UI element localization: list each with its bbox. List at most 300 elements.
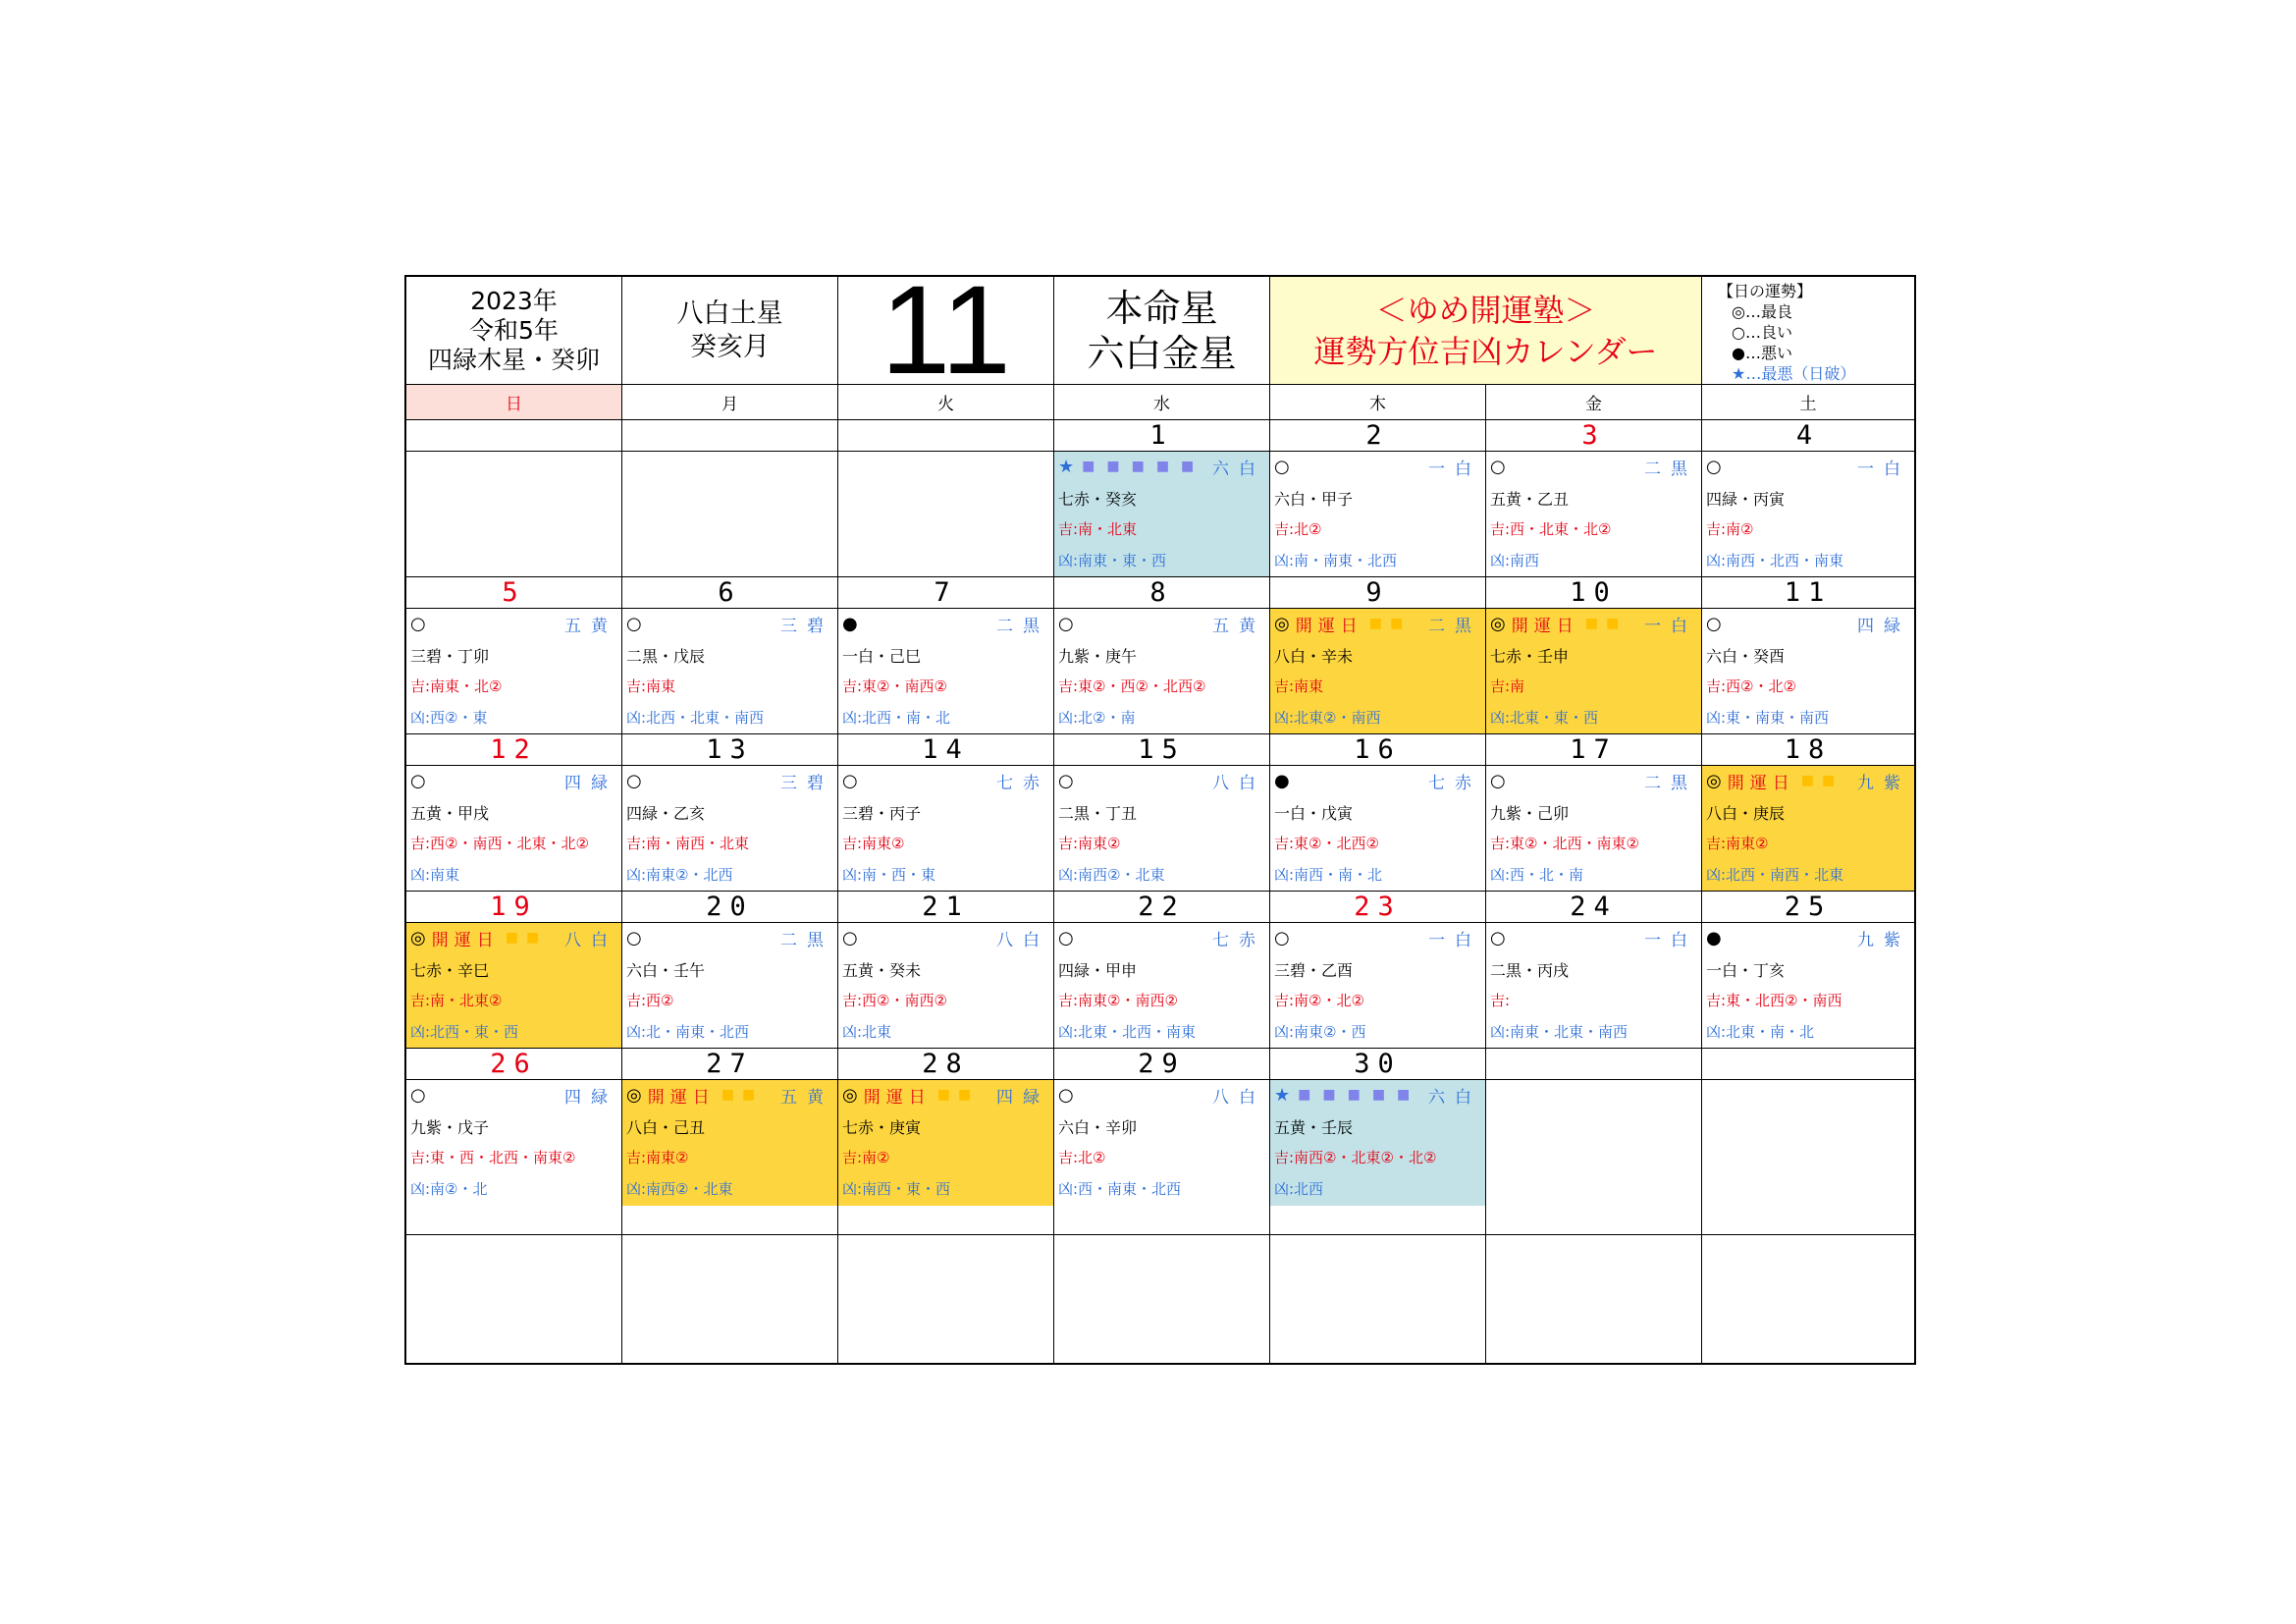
fortune-mark: ○ bbox=[1706, 456, 1722, 477]
empty-cell bbox=[1486, 1235, 1702, 1363]
day-kyusei: 七赤 bbox=[1428, 773, 1481, 793]
date-number bbox=[1702, 1049, 1914, 1080]
date-number: 3 bbox=[1486, 420, 1702, 452]
fortune-mark: ○ bbox=[1058, 770, 1074, 791]
empty-day-cell bbox=[1702, 1080, 1914, 1206]
day-kanshi: 四緑・丙寅 bbox=[1706, 490, 1786, 509]
title-line2: 運勢方位吉凶カレンダー bbox=[1313, 332, 1658, 370]
fortune-mark: ○ bbox=[626, 927, 642, 948]
day-kyo: 凶:東・南東・南西 bbox=[1706, 709, 1830, 727]
day-fortune-line bbox=[626, 613, 833, 634]
calendar-header bbox=[406, 277, 1914, 385]
date-number: 10 bbox=[1486, 577, 1702, 609]
date-number: 28 bbox=[838, 1049, 1054, 1080]
empty-day-cell bbox=[838, 452, 1054, 577]
day-cell bbox=[1270, 452, 1486, 577]
empty-cell bbox=[838, 1235, 1054, 1363]
day-cell bbox=[838, 766, 1054, 892]
day-kanshi: 三碧・丙子 bbox=[842, 804, 922, 823]
date-number: 19 bbox=[406, 892, 622, 923]
date-number: 7 bbox=[838, 577, 1054, 609]
weekday-thu: 木 bbox=[1270, 385, 1486, 420]
day-cell bbox=[1054, 923, 1270, 1049]
day-fortune-line bbox=[1706, 613, 1910, 634]
date-number: 20 bbox=[622, 892, 838, 923]
hasatsu-squares: ■■■■■ bbox=[1298, 1087, 1422, 1103]
empty-cell bbox=[1270, 1235, 1486, 1363]
day-cell bbox=[406, 766, 622, 892]
day-kanshi: 五黄・甲戌 bbox=[410, 804, 490, 823]
fortune-mark: ● bbox=[1274, 770, 1290, 791]
day-kyo: 凶:南東・東・西 bbox=[1058, 552, 1167, 569]
fortune-mark: ◎ bbox=[626, 1084, 642, 1106]
empty-content-row bbox=[406, 1235, 1914, 1363]
month-kanshi: 癸亥月 bbox=[690, 331, 770, 362]
day-cell bbox=[622, 766, 838, 892]
day-fortune-line bbox=[842, 613, 1049, 634]
day-kichi: 吉:南西②・北東②・北② bbox=[1274, 1149, 1437, 1166]
day-kyusei: 一白 bbox=[1428, 459, 1481, 479]
fortune-mark: ● bbox=[1706, 927, 1722, 948]
date-number: 26 bbox=[406, 1049, 622, 1080]
day-kyusei: 二黒 bbox=[1428, 616, 1481, 636]
empty-day-cell bbox=[622, 452, 838, 577]
day-fortune-line bbox=[1274, 1084, 1481, 1106]
day-fortune-line bbox=[410, 613, 617, 634]
fortune-mark: ○ bbox=[410, 770, 426, 791]
day-kyusei: 五黄 bbox=[564, 616, 617, 636]
day-fortune-line bbox=[1706, 927, 1910, 948]
hasatsu-squares: ■■■■■ bbox=[1082, 459, 1206, 474]
day-kyo: 凶:南西・北西・南東 bbox=[1706, 552, 1844, 569]
day-kichi: 吉:東②・北西② bbox=[1274, 835, 1379, 852]
date-number: 21 bbox=[838, 892, 1054, 923]
day-kyusei: 一白 bbox=[1644, 616, 1697, 636]
empty-day-cell bbox=[1486, 1080, 1702, 1206]
day-kyo: 凶:北・南東・北西 bbox=[626, 1023, 750, 1041]
day-kichi: 吉:南② bbox=[842, 1149, 890, 1166]
day-kyusei: 九紫 bbox=[1857, 930, 1910, 950]
day-kanshi: 六白・甲子 bbox=[1274, 490, 1354, 509]
weekday-sat: 土 bbox=[1702, 385, 1914, 420]
day-kichi: 吉:南東 bbox=[626, 677, 676, 695]
day-kichi: 吉:南東② bbox=[1058, 835, 1121, 852]
legend-worst: ★…最悪（日破） bbox=[1732, 364, 1856, 383]
day-cell bbox=[1702, 766, 1914, 892]
kaiun-label: 開運日 bbox=[863, 1087, 932, 1108]
fortune-mark: ○ bbox=[1274, 927, 1290, 948]
day-kyo: 凶:南東 bbox=[410, 866, 460, 884]
day-kichi: 吉:南東② bbox=[626, 1149, 689, 1166]
weekday-row bbox=[406, 385, 1914, 420]
fortune-mark: ○ bbox=[1274, 456, 1290, 477]
day-kyusei: 八白 bbox=[996, 930, 1049, 950]
empty-cell bbox=[1702, 1206, 1914, 1235]
kaiun-label: 開運日 bbox=[1295, 616, 1363, 636]
date-number: 27 bbox=[622, 1049, 838, 1080]
day-cell bbox=[1054, 452, 1270, 577]
title-line1: ＜ゆめ開運塾＞ bbox=[1375, 291, 1596, 329]
day-kanshi: 五黄・乙丑 bbox=[1490, 490, 1570, 509]
day-kyo: 凶:北東②・南西 bbox=[1274, 709, 1381, 727]
date-row bbox=[406, 734, 1914, 766]
date-number: 8 bbox=[1054, 577, 1270, 609]
day-fortune-line bbox=[1490, 770, 1697, 791]
day-fortune-line bbox=[1058, 770, 1265, 791]
date-number: 30 bbox=[1270, 1049, 1486, 1080]
day-kichi: 吉:南東 bbox=[1274, 677, 1324, 695]
day-kyusei: 六白 bbox=[1212, 459, 1265, 479]
day-fortune-line bbox=[842, 927, 1049, 948]
day-kyusei: 七赤 bbox=[996, 773, 1049, 793]
empty-cell bbox=[622, 1206, 838, 1235]
day-kyusei: 二黒 bbox=[780, 930, 833, 950]
day-kyo: 凶:北西・南西・北東 bbox=[1706, 866, 1844, 884]
day-fortune-line bbox=[842, 1084, 1049, 1106]
date-number: 9 bbox=[1270, 577, 1486, 609]
day-kanshi: 四緑・乙亥 bbox=[626, 804, 706, 823]
day-fortune-line bbox=[1058, 456, 1265, 477]
day-fortune-line bbox=[1274, 770, 1481, 791]
date-number: 5 bbox=[406, 577, 622, 609]
day-kyo: 凶:北西・東・西 bbox=[410, 1023, 519, 1041]
empty-cell bbox=[406, 1235, 622, 1363]
day-kichi: 吉:東②・西②・北西② bbox=[1058, 677, 1206, 695]
kaiun-label: 開運日 bbox=[431, 930, 500, 950]
empty-cell bbox=[1702, 1235, 1914, 1363]
fortune-mark: ○ bbox=[842, 927, 858, 948]
weekday-mon: 月 bbox=[622, 385, 838, 420]
day-kyusei: 五黄 bbox=[1212, 616, 1265, 636]
day-cell bbox=[1270, 766, 1486, 892]
day-cell bbox=[1270, 609, 1486, 734]
date-number: 15 bbox=[1054, 734, 1270, 766]
content-row bbox=[406, 452, 1914, 577]
day-kyo: 凶:北東 bbox=[842, 1023, 892, 1041]
date-number: 4 bbox=[1702, 420, 1914, 452]
day-kanshi: 五黄・癸未 bbox=[842, 961, 922, 980]
day-cell bbox=[1702, 609, 1914, 734]
day-kyusei: 二黒 bbox=[1644, 773, 1697, 793]
fortune-mark: ○ bbox=[1058, 1084, 1074, 1106]
day-kichi: 吉:東・西・北西・南東② bbox=[410, 1149, 576, 1166]
day-kanshi: 二黒・戊辰 bbox=[626, 647, 706, 666]
date-row bbox=[406, 892, 1914, 923]
day-kyusei: 八白 bbox=[564, 930, 617, 950]
date-number bbox=[406, 420, 622, 452]
date-number: 6 bbox=[622, 577, 838, 609]
day-kyusei: 六白 bbox=[1428, 1087, 1481, 1108]
empty-cell bbox=[406, 1206, 622, 1235]
day-kichi: 吉:南 bbox=[1490, 677, 1525, 695]
day-kyusei: 七赤 bbox=[1212, 930, 1265, 950]
day-fortune-line bbox=[410, 770, 617, 791]
honmei-label: 本命星 bbox=[1105, 286, 1218, 330]
fortune-mark: ○ bbox=[1490, 456, 1506, 477]
fortune-mark: ○ bbox=[842, 770, 858, 791]
era-label: 令和5年 bbox=[469, 315, 559, 345]
day-cell bbox=[1702, 923, 1914, 1049]
day-kyo: 凶:南西・南・北 bbox=[1274, 866, 1383, 884]
day-cell bbox=[1270, 1080, 1486, 1206]
day-kyo: 凶:北西 bbox=[1274, 1180, 1324, 1198]
date-number: 16 bbox=[1270, 734, 1486, 766]
day-kichi: 吉:南東② bbox=[1706, 835, 1769, 852]
weeks-container bbox=[406, 420, 1914, 1206]
day-kyusei: 五黄 bbox=[780, 1087, 833, 1108]
day-kichi: 吉:西② bbox=[626, 992, 674, 1009]
day-cell bbox=[1054, 766, 1270, 892]
fortune-mark: ○ bbox=[1490, 770, 1506, 791]
day-kanshi: 六白・壬午 bbox=[626, 961, 706, 980]
day-fortune-line bbox=[1274, 613, 1481, 634]
date-number: 13 bbox=[622, 734, 838, 766]
date-number: 11 bbox=[1702, 577, 1914, 609]
date-row bbox=[406, 577, 1914, 609]
day-kanshi: 八白・庚辰 bbox=[1706, 804, 1786, 823]
day-kanshi: 五黄・壬辰 bbox=[1274, 1118, 1354, 1137]
day-kichi: 吉:南東②・南西② bbox=[1058, 992, 1178, 1009]
legend-bad: ●…悪い bbox=[1732, 344, 1792, 362]
day-kichi: 吉:南②・北② bbox=[1274, 992, 1364, 1009]
day-kyusei: 四緑 bbox=[1857, 616, 1910, 636]
day-kyo: 凶:西②・東 bbox=[410, 709, 488, 727]
day-kyo: 凶:南西・東・西 bbox=[842, 1180, 951, 1198]
day-kichi: 吉:南・南西・北東 bbox=[626, 835, 750, 852]
content-row bbox=[406, 766, 1914, 892]
day-cell bbox=[1270, 923, 1486, 1049]
day-kichi: 吉:東②・北西・南東② bbox=[1490, 835, 1639, 852]
day-kanshi: 八白・辛未 bbox=[1274, 647, 1354, 666]
fortune-mark: ◎ bbox=[1274, 613, 1290, 634]
content-row bbox=[406, 1080, 1914, 1206]
legend-best: ◎…最良 bbox=[1732, 302, 1792, 321]
day-cell bbox=[406, 609, 622, 734]
day-kanshi: 一白・己巳 bbox=[842, 647, 922, 666]
day-kyusei: 二黒 bbox=[996, 616, 1049, 636]
kaiun-squares: ■■ bbox=[721, 1087, 764, 1103]
empty-cell bbox=[1054, 1206, 1270, 1235]
day-kichi: 吉:北② bbox=[1058, 1149, 1106, 1166]
kaiun-squares: ■■ bbox=[505, 930, 548, 946]
day-kyusei: 一白 bbox=[1428, 930, 1481, 950]
day-kanshi: 七赤・壬申 bbox=[1490, 647, 1570, 666]
date-number: 17 bbox=[1486, 734, 1702, 766]
day-kanshi: 九紫・己卯 bbox=[1490, 804, 1570, 823]
day-kyusei: 一白 bbox=[1857, 459, 1910, 479]
day-fortune-line bbox=[1274, 456, 1481, 477]
day-fortune-line bbox=[410, 927, 617, 948]
day-kyo: 凶:北西・北東・南西 bbox=[626, 709, 765, 727]
day-kanshi: 一白・丁亥 bbox=[1706, 961, 1786, 980]
fortune-mark: ○ bbox=[626, 770, 642, 791]
day-kyusei: 八白 bbox=[1212, 1087, 1265, 1108]
empty-cell bbox=[838, 1206, 1054, 1235]
day-kanshi: 六白・癸酉 bbox=[1706, 647, 1786, 666]
day-fortune-line bbox=[626, 927, 833, 948]
day-cell bbox=[1486, 609, 1702, 734]
date-number: 14 bbox=[838, 734, 1054, 766]
day-kanshi: 二黒・丁丑 bbox=[1058, 804, 1138, 823]
day-cell bbox=[1486, 452, 1702, 577]
day-fortune-line bbox=[410, 1084, 617, 1106]
day-fortune-line bbox=[1058, 1084, 1265, 1106]
legend-good: ○…良い bbox=[1732, 323, 1792, 342]
empty-date-row bbox=[406, 1206, 1914, 1235]
legend bbox=[1702, 277, 1914, 385]
day-kanshi: 一白・戊寅 bbox=[1274, 804, 1354, 823]
day-kyusei: 二黒 bbox=[1644, 459, 1697, 479]
empty-cell bbox=[1054, 1235, 1270, 1363]
day-kichi: 吉:西②・北② bbox=[1706, 677, 1796, 695]
day-kyo: 凶:西・南東・北西 bbox=[1058, 1180, 1182, 1198]
day-kyo: 凶:南東②・北西 bbox=[626, 866, 733, 884]
day-cell bbox=[1054, 1080, 1270, 1206]
day-fortune-line bbox=[1490, 927, 1697, 948]
content-row bbox=[406, 923, 1914, 1049]
day-kanshi: 七赤・癸亥 bbox=[1058, 490, 1138, 509]
day-kyusei: 三碧 bbox=[780, 616, 833, 636]
month-number-cell bbox=[838, 277, 1054, 385]
day-fortune-line bbox=[1706, 770, 1910, 791]
day-kyusei: 九紫 bbox=[1857, 773, 1910, 793]
month-star-info bbox=[622, 277, 838, 385]
day-kichi: 吉:東・北西②・南西 bbox=[1706, 992, 1842, 1009]
day-kyo: 凶:南東・北東・南西 bbox=[1490, 1023, 1629, 1041]
day-kichi: 吉: bbox=[1490, 992, 1511, 1009]
content-row bbox=[406, 609, 1914, 734]
fortune-mark: ★ bbox=[1274, 1084, 1291, 1106]
day-kanshi: 三碧・乙酉 bbox=[1274, 961, 1354, 980]
fortune-mark: ◎ bbox=[410, 927, 426, 948]
date-number bbox=[622, 420, 838, 452]
day-fortune-line bbox=[1490, 613, 1697, 634]
day-kyo: 凶:西・北・南 bbox=[1490, 866, 1584, 884]
date-number: 29 bbox=[1054, 1049, 1270, 1080]
kaiun-label: 開運日 bbox=[1511, 616, 1579, 636]
fortune-mark: ● bbox=[842, 613, 858, 634]
day-cell bbox=[622, 923, 838, 1049]
date-number: 1 bbox=[1054, 420, 1270, 452]
day-kyo: 凶:南西 bbox=[1490, 552, 1540, 569]
fortune-mark: ★ bbox=[1058, 456, 1075, 477]
day-kyusei: 四緑 bbox=[564, 1087, 617, 1108]
day-kanshi: 九紫・戊子 bbox=[410, 1118, 490, 1137]
day-kanshi: 七赤・庚寅 bbox=[842, 1118, 922, 1137]
empty-cell bbox=[1270, 1206, 1486, 1235]
calendar bbox=[404, 275, 1916, 1365]
day-cell bbox=[1486, 923, 1702, 1049]
kaiun-label: 開運日 bbox=[1727, 773, 1795, 793]
day-cell bbox=[838, 923, 1054, 1049]
day-cell bbox=[406, 1080, 622, 1206]
day-cell bbox=[406, 923, 622, 1049]
fortune-mark: ○ bbox=[1706, 613, 1722, 634]
kaiun-squares: ■■ bbox=[1584, 616, 1628, 631]
day-kichi: 吉:南東・北② bbox=[410, 677, 503, 695]
month-number: 11 bbox=[881, 277, 1011, 385]
day-kanshi: 二黒・丙戌 bbox=[1490, 961, 1570, 980]
day-kyo: 凶:南東②・西 bbox=[1274, 1023, 1366, 1041]
day-kichi: 吉:西②・南西② bbox=[842, 992, 947, 1009]
day-kanshi: 三碧・丁卯 bbox=[410, 647, 490, 666]
kaiun-squares: ■■ bbox=[936, 1087, 980, 1103]
weekday-wed: 水 bbox=[1054, 385, 1270, 420]
fortune-mark: ○ bbox=[1058, 927, 1074, 948]
day-fortune-line bbox=[1274, 927, 1481, 948]
day-kyusei: 三碧 bbox=[780, 773, 833, 793]
fortune-mark: ○ bbox=[410, 1084, 426, 1106]
kaiun-squares: ■■ bbox=[1368, 616, 1412, 631]
day-kichi: 吉:西・北東・北② bbox=[1490, 520, 1612, 538]
date-row bbox=[406, 1049, 1914, 1080]
day-fortune-line bbox=[626, 770, 833, 791]
fortune-mark: ◎ bbox=[1706, 770, 1722, 791]
honmei-info bbox=[1054, 277, 1270, 385]
fortune-mark: ○ bbox=[1490, 927, 1506, 948]
day-kyo: 凶:北西・南・北 bbox=[842, 709, 951, 727]
day-kyo: 凶:南②・北 bbox=[410, 1180, 488, 1198]
day-kyusei: 四緑 bbox=[564, 773, 617, 793]
date-number: 2 bbox=[1270, 420, 1486, 452]
day-kyusei: 八白 bbox=[1212, 773, 1265, 793]
day-kyo: 凶:南西②・北東 bbox=[626, 1180, 733, 1198]
year-label: 2023年 bbox=[470, 286, 558, 315]
day-kanshi: 七赤・辛巳 bbox=[410, 961, 490, 980]
day-kanshi: 六白・辛卯 bbox=[1058, 1118, 1138, 1137]
day-kanshi: 四緑・甲申 bbox=[1058, 961, 1138, 980]
day-cell bbox=[838, 609, 1054, 734]
date-number: 22 bbox=[1054, 892, 1270, 923]
date-number bbox=[1486, 1049, 1702, 1080]
day-kyo: 凶:北②・南 bbox=[1058, 709, 1136, 727]
day-kichi: 吉:南② bbox=[1706, 520, 1754, 538]
day-kichi: 吉:南・北東② bbox=[410, 992, 503, 1009]
fortune-mark: ○ bbox=[626, 613, 642, 634]
year-info bbox=[406, 277, 622, 385]
date-number: 18 bbox=[1702, 734, 1914, 766]
date-number: 25 bbox=[1702, 892, 1914, 923]
day-kyo: 凶:南・南東・北西 bbox=[1274, 552, 1398, 569]
weekday-tue: 火 bbox=[838, 385, 1054, 420]
empty-day-cell bbox=[406, 452, 622, 577]
weekday-sun: 日 bbox=[406, 385, 622, 420]
day-cell bbox=[1702, 452, 1914, 577]
kaiun-label: 開運日 bbox=[647, 1087, 716, 1108]
day-kanshi: 八白・己丑 bbox=[626, 1118, 706, 1137]
day-kyo: 凶:北東・東・西 bbox=[1490, 709, 1599, 727]
day-fortune-line bbox=[1706, 456, 1910, 477]
day-fortune-line bbox=[1490, 456, 1697, 477]
day-kanshi: 九紫・庚午 bbox=[1058, 647, 1138, 666]
day-kyo: 凶:北東・北西・南東 bbox=[1058, 1023, 1197, 1041]
date-number: 23 bbox=[1270, 892, 1486, 923]
fortune-mark: ○ bbox=[410, 613, 426, 634]
fortune-mark: ◎ bbox=[1490, 613, 1506, 634]
day-kichi: 吉:南・北東 bbox=[1058, 520, 1138, 538]
day-fortune-line bbox=[626, 1084, 833, 1106]
day-cell bbox=[1486, 766, 1702, 892]
day-cell bbox=[1054, 609, 1270, 734]
fortune-mark: ○ bbox=[1058, 613, 1074, 634]
fortune-mark: ◎ bbox=[842, 1084, 858, 1106]
day-kichi: 吉:北② bbox=[1274, 520, 1322, 538]
day-kyo: 凶:南・西・東 bbox=[842, 866, 936, 884]
legend-title: 【日の運勢】 bbox=[1718, 282, 1813, 300]
calendar-title bbox=[1270, 277, 1702, 385]
day-kyusei: 四緑 bbox=[996, 1087, 1049, 1108]
weekday-fri: 金 bbox=[1486, 385, 1702, 420]
